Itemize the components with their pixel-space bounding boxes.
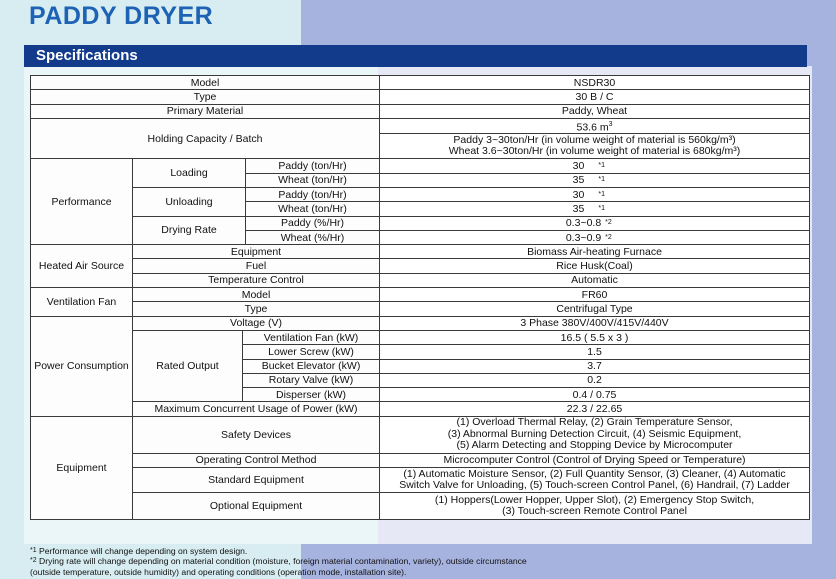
max-power-label: Maximum Concurrent Usage of Power (kW) — [133, 402, 380, 416]
standard-line-2: Switch Valve for Unloading, (5) Touch-screen Control Panel, (6) Handrail, (7) Ladder — [399, 479, 790, 492]
table-row — [31, 159, 810, 173]
standard-equipment-value — [380, 468, 810, 493]
table-row — [31, 288, 810, 302]
temp-control-label: Temperature Control — [133, 273, 380, 287]
loading-paddy-label: Paddy (ton/Hr) — [246, 159, 380, 173]
optional-equipment-value — [380, 493, 810, 520]
optional-equipment-label: Optional Equipment — [133, 493, 380, 520]
heated-equipment-value: Biomass Air-heating Furnace — [380, 245, 810, 259]
capacity-value: 53.6 $m^3$ — [380, 118, 810, 134]
safety-line-2: (3) Abnormal Burning Detection Circuit, (4) Seismic Equipment, — [447, 427, 742, 440]
capacity-line-wheat: Wheat 3.6~30ton/Hr (in volume weight of material is 680kg/m³) — [448, 145, 741, 158]
table-row — [31, 330, 810, 344]
lower-screw-label: Lower Screw (kW) — [243, 345, 380, 359]
unloading-paddy-value: 30 *1 — [380, 187, 810, 201]
table-row — [31, 245, 810, 259]
fuel-label: Fuel — [133, 259, 380, 273]
vent-type-value: Centrifugal Type — [380, 302, 810, 316]
vent-type-label: Type — [133, 302, 380, 316]
table-row — [31, 493, 810, 520]
type-label: Type — [31, 90, 380, 104]
unloading-paddy-label: Paddy (ton/Hr) — [246, 187, 380, 201]
footnote-2: $^{*2}$ Drying rate will change depending on material condition (moisture, foreign material contamination, variety), outside circumstance — [30, 556, 527, 567]
drying-rate-label: Drying Rate — [133, 216, 246, 245]
heated-equipment-label: Equipment — [133, 245, 380, 259]
fuel-value: Rice Husk(Coal) — [380, 259, 810, 273]
rated-output-label: Rated Output — [133, 330, 243, 401]
table-row — [31, 316, 810, 330]
capacity-label: Holding Capacity / Batch — [31, 118, 380, 159]
operating-control-label: Operating Control Method — [133, 453, 380, 467]
model-value: NSDR30 — [380, 76, 810, 90]
optional-line-1: (1) Hoppers(Lower Hopper, Upper Slot), (2) Emergency Stop Switch, — [434, 493, 755, 506]
footnote-1-text: Performance will change depending on system design. — [39, 546, 248, 556]
safety-devices-value — [380, 416, 810, 453]
bucket-elevator-value: 3.7 — [380, 359, 810, 373]
disperser-label: Disperser (kW) — [243, 388, 380, 402]
disperser-value: 0.4 / 0.75 — [380, 388, 810, 402]
footnote-2-continued: (outside temperature, outside humidity) and operating conditions (operation mode, installation site). — [30, 566, 407, 577]
drying-paddy-label: Paddy (%/Hr) — [246, 216, 380, 230]
loading-paddy-value: 30 *1 — [380, 159, 810, 173]
table-row — [31, 302, 810, 316]
table-row — [31, 118, 810, 134]
table-row — [31, 453, 810, 467]
table-row — [31, 90, 810, 104]
vent-fan-kw-value: 16.5 ( 5.5 x 3 ) — [380, 330, 810, 344]
loading-label: Loading — [133, 159, 246, 188]
table-row — [31, 402, 810, 416]
rotary-valve-label: Rotary Valve (kW) — [243, 373, 380, 387]
drying-wheat-value: 0.3~0.9 *2 — [380, 230, 810, 244]
bucket-elevator-label: Bucket Elevator (kW) — [243, 359, 380, 373]
model-label: Model — [31, 76, 380, 90]
capacity-line-paddy: Paddy 3~30ton/Hr (in volume weight of material is 560kg/m³) — [453, 134, 736, 147]
rotary-valve-value: 0.2 — [380, 373, 810, 387]
loading-wheat-label: Wheat (ton/Hr) — [246, 173, 380, 187]
unloading-wheat-label: Wheat (ton/Hr) — [246, 202, 380, 216]
table-row — [31, 76, 810, 90]
optional-line-2: (3) Touch-screen Remote Control Panel — [502, 505, 687, 518]
ventilation-fan-label: Ventilation Fan — [31, 288, 133, 317]
table-row — [31, 259, 810, 273]
voltage-value: 3 Phase 380V/400V/415V/440V — [380, 316, 810, 330]
power-consumption-label: Power Consumption — [31, 316, 133, 416]
material-value: Paddy, Wheat — [380, 104, 810, 118]
table-row — [31, 216, 810, 230]
standard-equipment-label: Standard Equipment — [133, 468, 380, 493]
page-title: PADDY DRYER — [29, 2, 214, 30]
capacity-detail — [380, 134, 810, 159]
safety-line-3: (5) Alarm Detecting and Stopping Device by Microcomputer — [456, 439, 733, 452]
table-row — [31, 468, 810, 493]
performance-label: Performance — [31, 159, 133, 245]
max-power-value: 22.3 / 22.65 — [380, 402, 810, 416]
footnote-2-text: Drying rate will change depending on material condition (moisture, foreign material contamination, variety), outside circumstance — [39, 556, 527, 567]
table-row — [31, 273, 810, 287]
vent-model-value: FR60 — [380, 288, 810, 302]
section-title: Specifications — [36, 47, 138, 64]
type-value: 30 B / C — [380, 90, 810, 104]
table-row — [31, 104, 810, 118]
material-label: Primary Material — [31, 104, 380, 118]
footnotes — [30, 546, 527, 577]
vent-model-label: Model — [133, 288, 380, 302]
loading-wheat-value: 35 *1 — [380, 173, 810, 187]
vent-fan-kw-label: Ventilation Fan (kW) — [243, 330, 380, 344]
lower-screw-value: 1.5 — [380, 345, 810, 359]
safety-line-1: (1) Overload Thermal Relay, (2) Grain Temperature Sensor, — [456, 416, 733, 429]
table-row — [31, 187, 810, 201]
operating-control-value: Microcomputer Control (Control of Drying Speed or Temperature) — [380, 453, 810, 467]
standard-line-1: (1) Automatic Moisture Sensor, (2) Full Quantity Sensor, (3) Cleaner, (4) Automatic — [403, 467, 786, 480]
table-row — [31, 416, 810, 453]
safety-devices-label: Safety Devices — [133, 416, 380, 453]
heated-air-label: Heated Air Source — [31, 245, 133, 288]
unloading-label: Unloading — [133, 187, 246, 216]
section-header — [24, 45, 807, 67]
equipment-group-label: Equipment — [31, 416, 133, 519]
specifications-table — [30, 75, 810, 520]
drying-wheat-label: Wheat (%/Hr) — [246, 230, 380, 244]
footnote-1: $^{*1}$ Performance will change depending on system design. — [30, 546, 248, 556]
temp-control-value: Automatic — [380, 273, 810, 287]
voltage-label: Voltage (V) — [133, 316, 380, 330]
unloading-wheat-value: 35 *1 — [380, 202, 810, 216]
drying-paddy-value: 0.3~0.8 *2 — [380, 216, 810, 230]
